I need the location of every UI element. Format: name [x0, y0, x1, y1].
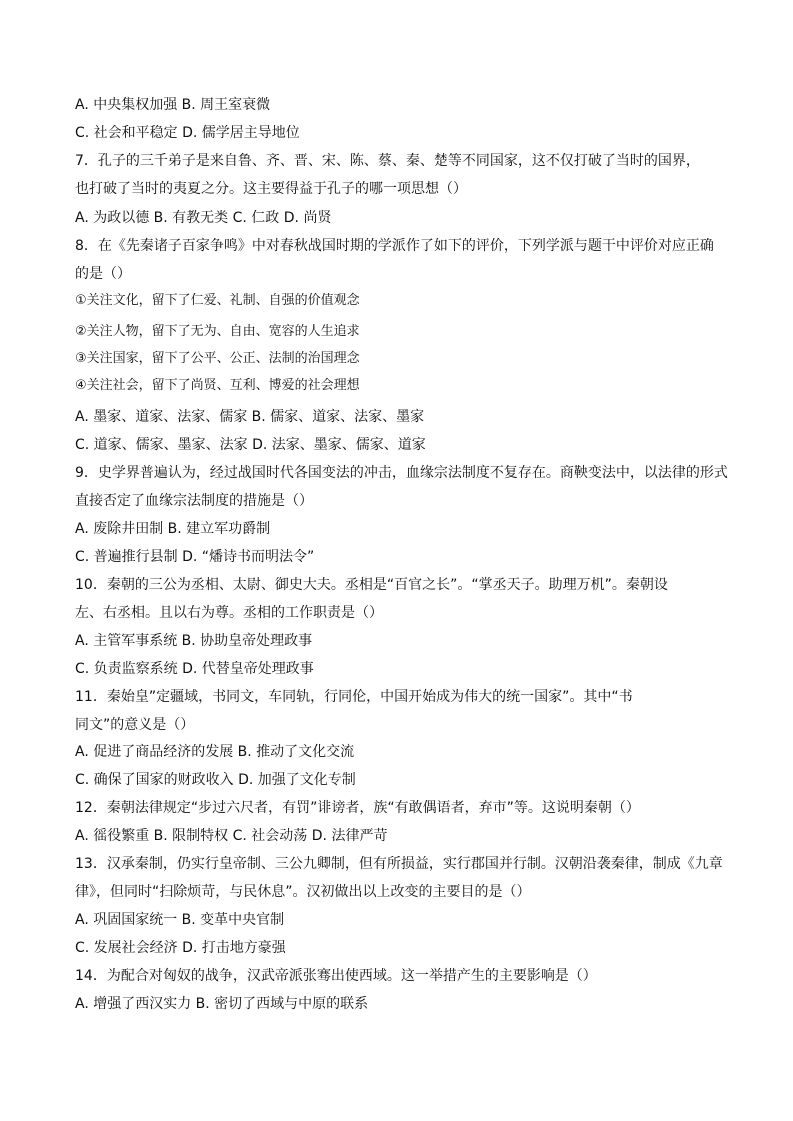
- option-line-q14-ab: A. 增强了西汉实力 B. 密切了西域与中原的联系: [75, 996, 369, 1012]
- question-7-line-1: 7．孔子的三千弟子是来自鲁、齐、晋、宋、陈、蔡、秦、楚等不同国家，这不仅打破了当时的国界，: [75, 153, 700, 169]
- option-line-q12: A. 徭役繁重 B. 限制特权 C. 社会动荡 D. 法律严苛: [75, 828, 388, 844]
- question-13-line-2: 律》，但同时“扫除烦苛，与民休息”。汉初做出以上改变的主要目的是（）: [75, 884, 531, 900]
- question-9-line-2: 直接否定了血缘宗法制度的措施是（）: [75, 493, 313, 509]
- option-line-q10-ab: A. 主管军事系统 B. 协助皇帝处理政事: [75, 633, 313, 649]
- question-10-line-1: 10．秦朝的三公为丞相、太尉、御史大夫。丞相是“百官之长”。“掌丞天子。助理万机”。秦朝设: [75, 577, 668, 593]
- statement-1: ①关注文化，留下了仁爱、礼制、自强的价值观念: [75, 293, 360, 308]
- question-8-line-2: 的是（）: [75, 266, 131, 282]
- question-14: 14．为配合对匈奴的战争，汉武帝派张骞出使西域。这一举措产生的主要影响是（）: [75, 968, 597, 984]
- question-12: 12．秦朝法律规定“步过六尺者，有罚”诽谤者，族“有敢偶语者，弃市”等。这说明秦朝（）: [75, 800, 640, 816]
- question-8-line-1: 8．在《先秦诸子百家争鸣》中对春秋战国时期的学派作了如下的评价，下列学派与题干中评价对应正确: [75, 238, 714, 254]
- option-line-q10-cd: C. 负责监察系统 D. 代替皇帝处理政事: [75, 661, 314, 677]
- option-line-q11-cd: C. 确保了国家的财政收入 D. 加强了文化专制: [75, 772, 356, 788]
- question-11-line-1: 11．秦始皇”定疆域，书同文，车同轨，行同伦，中国开始成为伟大的统一国家”。其中“书: [75, 689, 633, 705]
- option-line-q11-ab: A. 促进了商品经济的发展 B. 推动了文化交流: [75, 744, 355, 760]
- question-13-line-1: 13．汉承秦制，仍实行皇帝制、三公九卿制，但有所损益，实行郡国并行制。汉朝沿袭秦律，制成《九章: [75, 856, 723, 872]
- statement-4: ④关注社会，留下了尚贤、互利、博爱的社会理想: [75, 378, 360, 393]
- question-10-line-2: 左、右丞相。且以右为尊。丞相的工作职责是（）: [75, 605, 383, 621]
- option-line-q13-cd: C. 发展社会经济 D. 打击地方豪强: [75, 940, 286, 956]
- statement-3: ③关注国家，留下了公平、公正、法制的治国理念: [75, 351, 360, 366]
- option-line-q8-cd: C. 道家、儒家、墨家、法家 D. 法家、墨家、儒家、道家: [75, 437, 426, 453]
- option-line-q13-ab: A. 巩固国家统一 B. 变革中央官制: [75, 912, 285, 928]
- statement-2: ②关注人物，留下了无为、自由、宽容的人生追求: [75, 324, 360, 339]
- option-line-q7: A. 为政以德 B. 有教无类 C. 仁政 D. 尚贤: [75, 210, 332, 226]
- option-line-q9-cd: C. 普遍推行县制 D. “燔诗书而明法令”: [75, 549, 315, 565]
- option-line-q6-ab: A. 中央集权加强 B. 周王室衰微: [75, 97, 271, 113]
- option-line-q6-cd: C. 社会和平稳定 D. 儒学居主导地位: [75, 125, 300, 141]
- option-line-q9-ab: A. 废除井田制 B. 建立军功爵制: [75, 521, 271, 537]
- question-11-line-2: 同文”的意义是（）: [75, 717, 195, 733]
- question-9-line-1: 9．史学界普遍认为，经过战国时代各国变法的冲击，血缘宗法制度不复存在。商鞅变法中，以法律的形式: [75, 465, 728, 481]
- question-7-line-2: 也打破了当时的夷夏之分。这主要得益于孔子的哪一项思想（）: [75, 181, 467, 197]
- option-line-q8-ab: A. 墨家、道家、法家、儒家 B. 儒家、道家、法家、墨家: [75, 409, 425, 425]
